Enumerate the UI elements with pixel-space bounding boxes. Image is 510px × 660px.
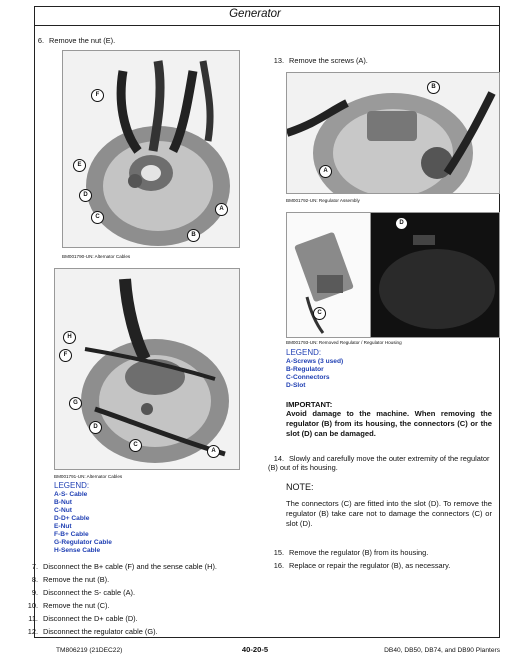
callout-b: B xyxy=(187,229,200,242)
step-number: 16. xyxy=(273,561,284,570)
legend-item: H-Sense Cable xyxy=(54,547,101,554)
step-16 xyxy=(268,561,450,570)
step-number: 15. xyxy=(273,548,284,557)
footer-doc-id: TM806219 (21DEC22) xyxy=(56,647,123,654)
step-text: Remove the nut (E). xyxy=(49,36,116,45)
alternator-photo-1 xyxy=(62,50,240,248)
step-number: 6. xyxy=(37,36,44,45)
legend-right xyxy=(286,348,343,390)
figure-caption: BM001791-UN: Alternator Cables xyxy=(54,474,123,479)
callout-h: H xyxy=(63,331,76,344)
legend-left xyxy=(54,481,112,555)
legend-item: C-Nut xyxy=(54,507,72,514)
regulator-assembly-photo xyxy=(286,72,500,194)
step-12 xyxy=(22,627,158,636)
alternator-illustration xyxy=(63,51,239,247)
important-title: IMPORTANT: xyxy=(286,400,333,409)
step-number: 13. xyxy=(273,56,284,65)
callout-a: A xyxy=(319,165,332,178)
step-14 xyxy=(268,454,494,472)
legend-item: B-Nut xyxy=(54,499,72,506)
step-text: Disconnect the regulator cable (G). xyxy=(43,627,158,636)
callout-b: B xyxy=(427,81,440,94)
step-13 xyxy=(268,56,368,65)
legend-title: LEGEND: xyxy=(286,348,322,357)
footer-page-number: 40-20-5 xyxy=(241,645,269,654)
step-number: 8. xyxy=(31,575,38,584)
figure-caption: BM001790-UN: Alternator Cables xyxy=(62,254,131,259)
legend-item: A-Screws (3 used) xyxy=(286,358,344,365)
step-text: Remove the nut (C). xyxy=(43,601,110,610)
step-number: 9. xyxy=(31,588,38,597)
legend-item: D-Slot xyxy=(286,382,306,389)
step-text: Remove the regulator (B) from its housing. xyxy=(289,548,429,557)
step-10 xyxy=(22,601,110,610)
figure-caption: BM001793-UN: Removed Regulator / Regulator Housing xyxy=(286,340,402,345)
step-6 xyxy=(28,36,115,45)
legend-item: A-S- Cable xyxy=(54,491,88,498)
legend-item: F-B+ Cable xyxy=(54,531,89,538)
alternator-illustration xyxy=(55,269,239,469)
header-divider xyxy=(34,25,500,26)
callout-e: E xyxy=(73,159,86,172)
callout-f: F xyxy=(59,349,72,362)
note-title: NOTE: xyxy=(286,482,314,492)
figure-caption: BM001792-UN: Regulator Assembly xyxy=(286,198,360,203)
callout-c: C xyxy=(129,439,142,452)
callout-f: F xyxy=(91,89,104,102)
step-text: Disconnect the S- cable (A). xyxy=(43,588,136,597)
legend-item: D-D+ Cable xyxy=(54,515,90,522)
callout-d: D xyxy=(395,217,408,230)
step-text: Disconnect the D+ cable (D). xyxy=(43,614,138,623)
housing-illustration xyxy=(371,213,499,337)
step-text: Replace or repair the regulator (B), as necessary. xyxy=(289,561,451,570)
step-number: 10. xyxy=(27,601,38,610)
page-title: Generator xyxy=(229,8,281,20)
callout-d: D xyxy=(79,189,92,202)
alternator-photo-2 xyxy=(54,268,240,470)
step-15 xyxy=(268,548,428,557)
note-text: The connectors (C) are fitted into the slot (D). To remove the regulator (B) take care not to damage the connectors (C) or slot (D). xyxy=(286,499,492,528)
legend-item: C-Connectors xyxy=(286,374,330,381)
step-number: 11. xyxy=(28,614,38,623)
callout-d: D xyxy=(89,421,102,434)
important-text: Avoid damage to the machine. When removing the regulator (B) from its housing, the connectors (C) or the slot (D) can be damaged. xyxy=(286,409,492,438)
step-number: 7. xyxy=(31,562,38,571)
legend-item: B-Regulator xyxy=(286,366,324,373)
callout-a: A xyxy=(207,445,220,458)
callout-a: A xyxy=(215,203,228,216)
regulator-illustration xyxy=(287,73,499,193)
callout-c: C xyxy=(91,211,104,224)
step-text: Remove the screws (A). xyxy=(289,56,368,65)
legend-item: E-Nut xyxy=(54,523,72,530)
step-8 xyxy=(22,575,109,584)
step-number: 12. xyxy=(27,627,38,636)
callout-c: C xyxy=(313,307,326,320)
step-text: Disconnect the B+ cable (F) and the sense cable (H). xyxy=(43,562,217,571)
removed-regulator-photo xyxy=(286,212,372,338)
footer-product: DB40, DB50, DB74, and DB90 Planters xyxy=(384,647,500,654)
step-9 xyxy=(22,588,135,597)
legend-item: G-Regulator Cable xyxy=(54,539,112,546)
legend-title: LEGEND: xyxy=(54,481,90,490)
callout-g: G xyxy=(69,397,82,410)
step-7 xyxy=(22,562,217,571)
regulator-housing-photo xyxy=(370,212,500,338)
step-number: 14. xyxy=(273,454,284,463)
step-11 xyxy=(22,614,138,623)
regulator-illustration xyxy=(287,213,371,337)
step-text: Slowly and carefully move the outer extremity of the regulator (B) out of its housing. xyxy=(268,454,490,472)
step-text: Remove the nut (B). xyxy=(43,575,110,584)
